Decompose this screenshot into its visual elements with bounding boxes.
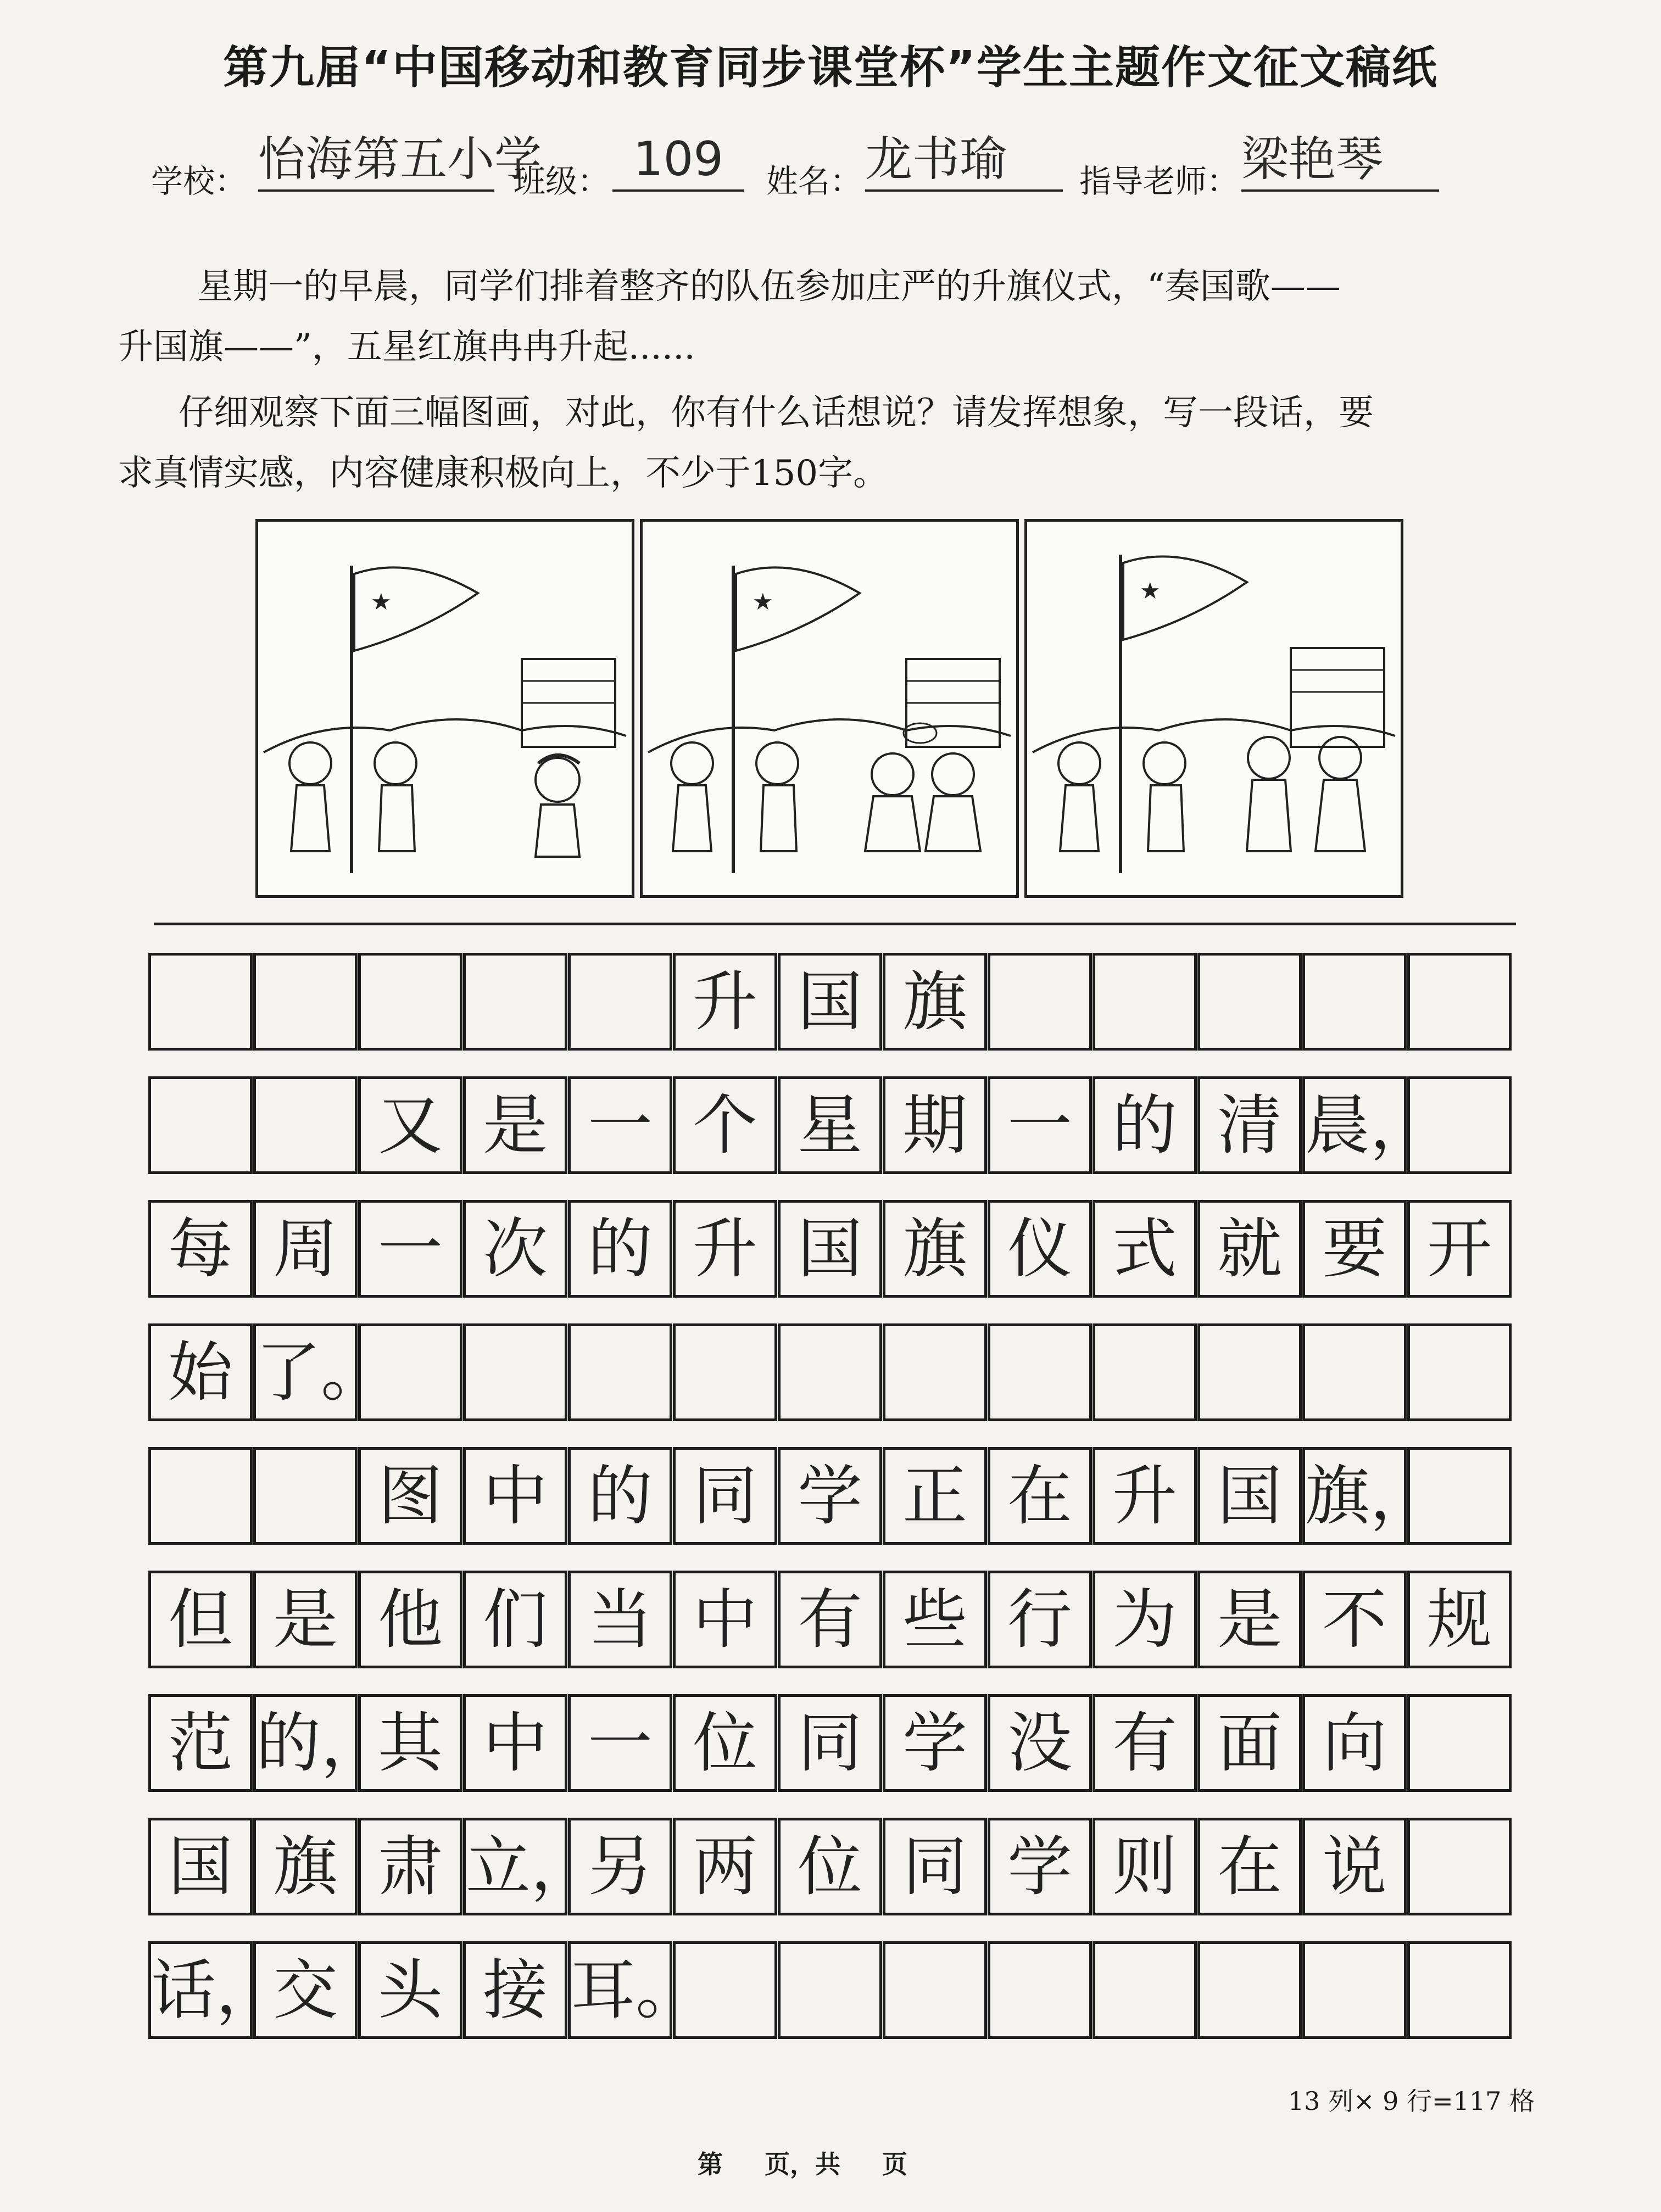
grid-row [148, 1818, 1516, 1915]
grid-row [148, 953, 1516, 1051]
grid-cell: 又 [358, 1076, 462, 1174]
teacher-value: 梁艳琴 [1241, 129, 1439, 192]
grid-cell: 同 [673, 1447, 777, 1545]
grid-cell: 行 [988, 1571, 1092, 1668]
grid-cell: 没 [988, 1694, 1092, 1792]
grid-cell: 晨， [1302, 1076, 1407, 1174]
grid-cell [778, 1323, 882, 1421]
grid-cell [1407, 1694, 1512, 1792]
grid-cell: 就 [1197, 1200, 1302, 1298]
grid-row [148, 1323, 1516, 1421]
grid-cell: 旗 [883, 1200, 987, 1298]
grid-cell: 他 [358, 1571, 462, 1668]
grid-cell [463, 953, 567, 1051]
grid-cell: 面 [1197, 1694, 1302, 1792]
grid-cell: 当 [568, 1571, 672, 1668]
grid-cell: 的 [568, 1200, 672, 1298]
illustration-panel-3 [1024, 519, 1403, 898]
class-value: 109 [612, 129, 744, 192]
grid-cell: 有 [778, 1571, 882, 1668]
grid-cell [988, 1323, 1092, 1421]
grid-cell [1302, 1323, 1407, 1421]
grid-cell: 同 [778, 1694, 882, 1792]
grid-cell: 位 [778, 1818, 882, 1915]
grid-cell: 头 [358, 1941, 462, 2039]
prompt-line-4: 求真情实感，内容健康积极向上，不少于150字。 [118, 453, 889, 494]
grid-cell: 为 [1093, 1571, 1197, 1668]
grid-cell: 些 [883, 1571, 987, 1668]
grid-cell: 交 [253, 1941, 358, 2039]
grid-cell: 是 [1197, 1571, 1302, 1668]
grid-cell: 个 [673, 1076, 777, 1174]
grid-row [148, 1571, 1516, 1668]
flag-raising-scene-1 [258, 522, 632, 895]
section-divider [154, 923, 1516, 925]
grid-cell [778, 1941, 882, 2039]
grid-cell: 学 [988, 1818, 1092, 1915]
grid-cell: 星 [778, 1076, 882, 1174]
grid-cell [253, 953, 358, 1051]
grid-cell: 周 [253, 1200, 358, 1298]
grid-cell [1407, 1818, 1512, 1915]
grid-cell: 同 [883, 1818, 987, 1915]
grid-cell [253, 1447, 358, 1545]
grid-cell: 升 [673, 1200, 777, 1298]
grid-cell: 不 [1302, 1571, 1407, 1668]
grid-cell [1197, 1941, 1302, 2039]
svg-text:★: ★ [753, 588, 773, 615]
grid-cell: 肃 [358, 1818, 462, 1915]
grid-cell [883, 1323, 987, 1421]
name-value: 龙书瑜 [865, 129, 1063, 192]
grid-cell: 清 [1197, 1076, 1302, 1174]
flag-raising-scene-3 [1027, 522, 1401, 895]
class-label: 班级： [514, 163, 610, 200]
grid-cell [1407, 1941, 1512, 2039]
grid-cell: 规 [1407, 1571, 1512, 1668]
grid-cell: 位 [673, 1694, 777, 1792]
name-label: 姓名： [766, 163, 862, 200]
grid-cell [673, 1941, 777, 2039]
grid-cell [1197, 1323, 1302, 1421]
grid-cell: 在 [988, 1447, 1092, 1545]
flag-raising-scene-2 [643, 522, 1016, 895]
illustration-panel-2 [640, 519, 1019, 898]
grid-cell [358, 953, 462, 1051]
grid-cell: 是 [253, 1571, 358, 1668]
grid-cell [1093, 1941, 1197, 2039]
school-value: 怡海第五小学 [258, 129, 494, 192]
grid-cell: 国 [778, 953, 882, 1051]
grid-cell: 两 [673, 1818, 777, 1915]
grid-cell: 另 [568, 1818, 672, 1915]
page-title: 第九届“中国移动和教育同步课堂杯”学生主题作文征文稿纸 [223, 42, 1438, 94]
grid-cell: 耳。 [568, 1941, 672, 2039]
grid-cell [1093, 1323, 1197, 1421]
grid-cell: 中 [673, 1571, 777, 1668]
grid-cell [148, 1447, 253, 1545]
grid-cell: 国 [778, 1200, 882, 1298]
grid-cell: 一 [568, 1076, 672, 1174]
grid-cell: 的， [253, 1694, 358, 1792]
grid-cell [1093, 953, 1197, 1051]
grid-cell [253, 1076, 358, 1174]
grid-cell: 的 [568, 1447, 672, 1545]
grid-cell [568, 1323, 672, 1421]
grid-cell: 了。 [253, 1323, 358, 1421]
grid-cell: 每 [148, 1200, 253, 1298]
grid-cell [148, 953, 253, 1051]
grid-cell [1197, 953, 1302, 1051]
grid-cell: 是 [463, 1076, 567, 1174]
grid-cell [988, 953, 1092, 1051]
grid-cell: 立， [463, 1818, 567, 1915]
grid-cell: 话， [148, 1941, 253, 2039]
prompt-line-1: 星期一的早晨，同学们排着整齐的队伍参加庄严的升旗仪式，“奏国歌—— [198, 266, 1341, 307]
grid-cell [1407, 1323, 1512, 1421]
grid-cell: 学 [883, 1694, 987, 1792]
grid-cell: 范 [148, 1694, 253, 1792]
grid-cell: 在 [1197, 1818, 1302, 1915]
prompt-line-3: 仔细观察下面三幅图画，对此，你有什么话想说？请发挥想象，写一段话，要 [179, 393, 1374, 433]
teacher-label: 指导老师： [1079, 163, 1239, 200]
grid-cell: 一 [358, 1200, 462, 1298]
grid-cell [568, 953, 672, 1051]
grid-cell: 始 [148, 1323, 253, 1421]
grid-cell: 升 [1093, 1447, 1197, 1545]
grid-cell: 式 [1093, 1200, 1197, 1298]
grid-cell: 要 [1302, 1200, 1407, 1298]
grid-cell: 旗 [883, 953, 987, 1051]
grid-cell [1302, 1941, 1407, 2039]
grid-row [148, 1076, 1516, 1174]
grid-cell [1407, 953, 1512, 1051]
grid-cell: 的 [1093, 1076, 1197, 1174]
illustration-panel-1 [255, 519, 634, 898]
grid-cell [988, 1941, 1092, 2039]
svg-text:★: ★ [371, 588, 392, 615]
grid-cell: 国 [148, 1818, 253, 1915]
grid-cell: 一 [568, 1694, 672, 1792]
grid-cell [1407, 1447, 1512, 1545]
page-number: 第 页，共 页 [698, 2149, 908, 2179]
grid-cell: 们 [463, 1571, 567, 1668]
grid-cell: 向 [1302, 1694, 1407, 1792]
grid-row [148, 1941, 1516, 2039]
grid-cell: 旗， [1302, 1447, 1407, 1545]
grid-cell: 有 [1093, 1694, 1197, 1792]
grid-cell: 但 [148, 1571, 253, 1668]
grid-cell: 旗 [253, 1818, 358, 1915]
grid-cell: 仪 [988, 1200, 1092, 1298]
grid-cell: 一 [988, 1076, 1092, 1174]
grid-cell: 图 [358, 1447, 462, 1545]
grid-cell [883, 1941, 987, 2039]
grid-cell: 国 [1197, 1447, 1302, 1545]
grid-cell: 则 [1093, 1818, 1197, 1915]
grid-cell: 其 [358, 1694, 462, 1792]
grid-row [148, 1694, 1516, 1792]
grid-cell: 中 [463, 1447, 567, 1545]
info-row [151, 124, 1513, 200]
grid-cell [1302, 953, 1407, 1051]
grid-cell: 正 [883, 1447, 987, 1545]
grid-row [148, 1447, 1516, 1545]
grid-cell: 期 [883, 1076, 987, 1174]
grid-cell: 学 [778, 1447, 882, 1545]
svg-text:★: ★ [1140, 577, 1161, 604]
school-label: 学校： [151, 163, 247, 200]
grid-cell [148, 1076, 253, 1174]
grid-cell [673, 1323, 777, 1421]
grid-cell: 开 [1407, 1200, 1512, 1298]
grid-cell: 中 [463, 1694, 567, 1792]
grid-row [148, 1200, 1516, 1298]
grid-count: 13 列× 9 行=117 格 [1287, 2086, 1535, 2116]
grid-cell: 接 [463, 1941, 567, 2039]
grid-cell [358, 1323, 462, 1421]
grid-cell [463, 1323, 567, 1421]
grid-cell: 次 [463, 1200, 567, 1298]
grid-cell: 升 [673, 953, 777, 1051]
grid-cell: 说 [1302, 1818, 1407, 1915]
grid-cell [1407, 1076, 1512, 1174]
prompt-line-2: 升国旗——”，五星红旗冉冉升起...... [118, 327, 695, 367]
